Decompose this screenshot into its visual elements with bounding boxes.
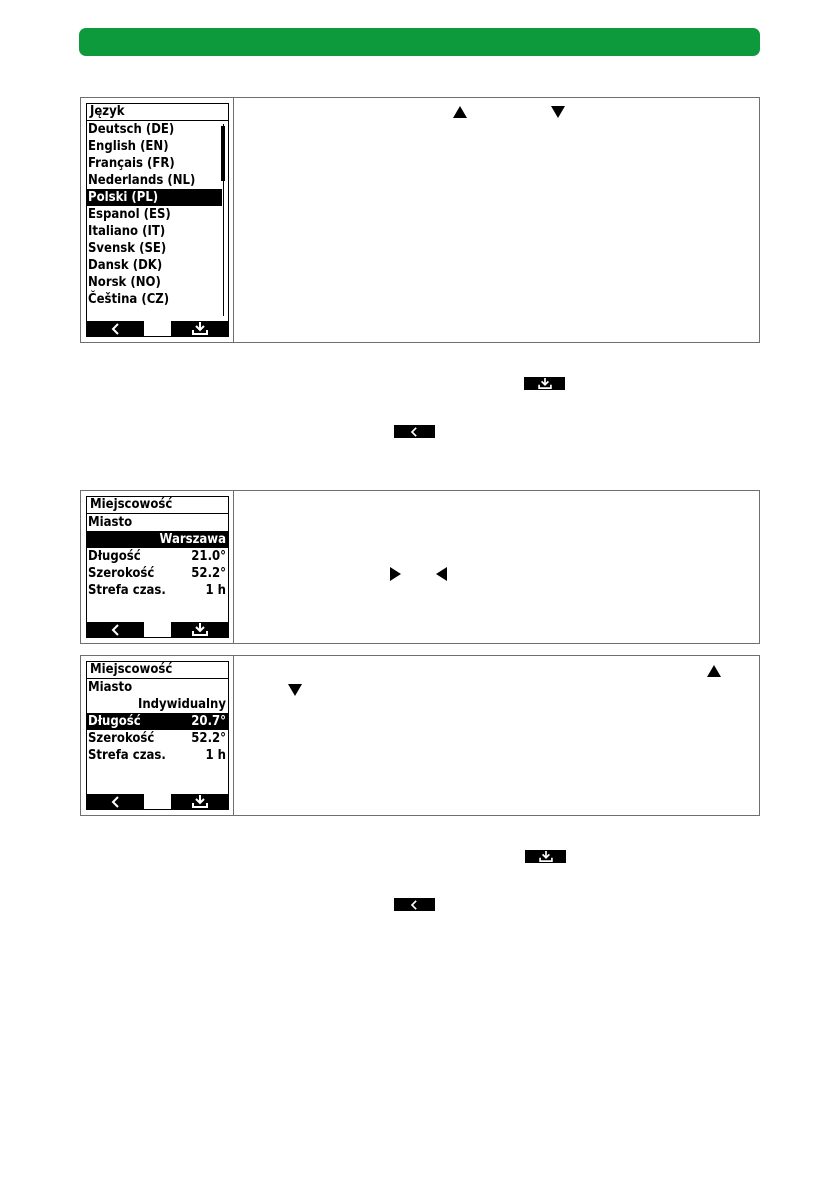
chevron-left-icon [111, 624, 121, 636]
confirm-button[interactable] [171, 622, 228, 637]
inline-confirm-button [524, 377, 565, 390]
download-save-icon [192, 623, 208, 636]
triangle-up-icon [707, 665, 721, 677]
timezone-label: Strefa czas. [88, 748, 166, 763]
triangle-up-icon [453, 106, 467, 118]
scrollbar-thumb[interactable] [221, 126, 225, 181]
longitude-label: Długość [88, 714, 141, 729]
language-item[interactable]: Svensk (SE) [88, 241, 167, 256]
lcd-language-screen [86, 103, 229, 337]
language-item[interactable]: Norsk (NO) [88, 275, 161, 290]
language-instruction-box [80, 97, 760, 343]
download-save-icon [538, 378, 552, 389]
box-divider [233, 491, 234, 643]
inline-confirm-button [525, 850, 566, 863]
chevron-left-icon [410, 427, 419, 437]
city-label: Miasto [88, 515, 133, 530]
language-item[interactable]: Dansk (DK) [88, 258, 163, 273]
download-save-icon [192, 322, 208, 335]
timezone-label: Strefa czas. [88, 583, 166, 598]
inline-back-button [394, 425, 435, 438]
lcd-button-bar [87, 321, 228, 336]
language-item[interactable]: Italiano (IT) [88, 224, 166, 239]
timezone-value: 1 h [205, 583, 226, 598]
language-item[interactable]: Deutsch (DE) [88, 122, 175, 137]
lcd-button-bar [87, 622, 228, 637]
triangle-down-icon [551, 106, 565, 118]
lcd-title: Miejscowość [87, 662, 228, 679]
download-save-icon [539, 851, 553, 862]
language-item[interactable]: English (EN) [88, 139, 169, 154]
lcd-location-screen-1 [86, 496, 229, 638]
location-instruction-box-2 [80, 655, 760, 816]
city-label: Miasto [88, 680, 133, 695]
triangle-right-icon [390, 567, 401, 581]
scrollbar[interactable] [221, 124, 226, 316]
latitude-row[interactable] [87, 730, 228, 747]
chevron-left-icon [111, 796, 121, 808]
timezone-row[interactable] [87, 747, 228, 764]
lcd-title: Miejscowość [87, 497, 228, 514]
language-item[interactable]: Nederlands (NL) [88, 173, 196, 188]
back-button[interactable] [87, 321, 144, 336]
city-value[interactable]: Indywidualny [137, 697, 226, 712]
back-button[interactable] [87, 622, 144, 637]
inline-back-button [394, 898, 435, 911]
lcd-title: Język [87, 104, 228, 121]
longitude-row[interactable] [87, 713, 228, 730]
lcd-button-bar [87, 794, 228, 809]
longitude-value: 20.7° [191, 714, 226, 729]
language-item[interactable]: Français (FR) [88, 156, 175, 171]
latitude-label: Szerokość [88, 731, 155, 746]
box-divider [233, 98, 234, 342]
box-divider [233, 656, 234, 815]
city-value[interactable]: Warszawa [87, 531, 228, 548]
triangle-left-icon [436, 567, 447, 581]
timezone-value: 1 h [205, 748, 226, 763]
header-bar [79, 28, 760, 56]
triangle-down-icon [288, 684, 302, 696]
latitude-value: 52.2° [191, 566, 226, 581]
longitude-value: 21.0° [191, 549, 226, 564]
chevron-left-icon [410, 900, 419, 910]
location-instruction-box-1 [80, 490, 760, 644]
download-save-icon [192, 795, 208, 808]
latitude-value: 52.2° [191, 731, 226, 746]
lcd-location-screen-2 [86, 661, 229, 810]
latitude-row[interactable] [87, 565, 228, 582]
longitude-label: Długość [88, 549, 141, 564]
back-button[interactable] [87, 794, 144, 809]
timezone-row[interactable] [87, 582, 228, 599]
language-item[interactable]: Čeština (CZ) [88, 292, 170, 307]
chevron-left-icon [111, 323, 121, 335]
confirm-button[interactable] [171, 794, 228, 809]
longitude-row[interactable] [87, 548, 228, 565]
confirm-button[interactable] [171, 321, 228, 336]
language-item[interactable]: Polski (PL) [87, 189, 222, 206]
latitude-label: Szerokość [88, 566, 155, 581]
language-item[interactable]: Espanol (ES) [88, 207, 171, 222]
language-list [87, 121, 228, 308]
